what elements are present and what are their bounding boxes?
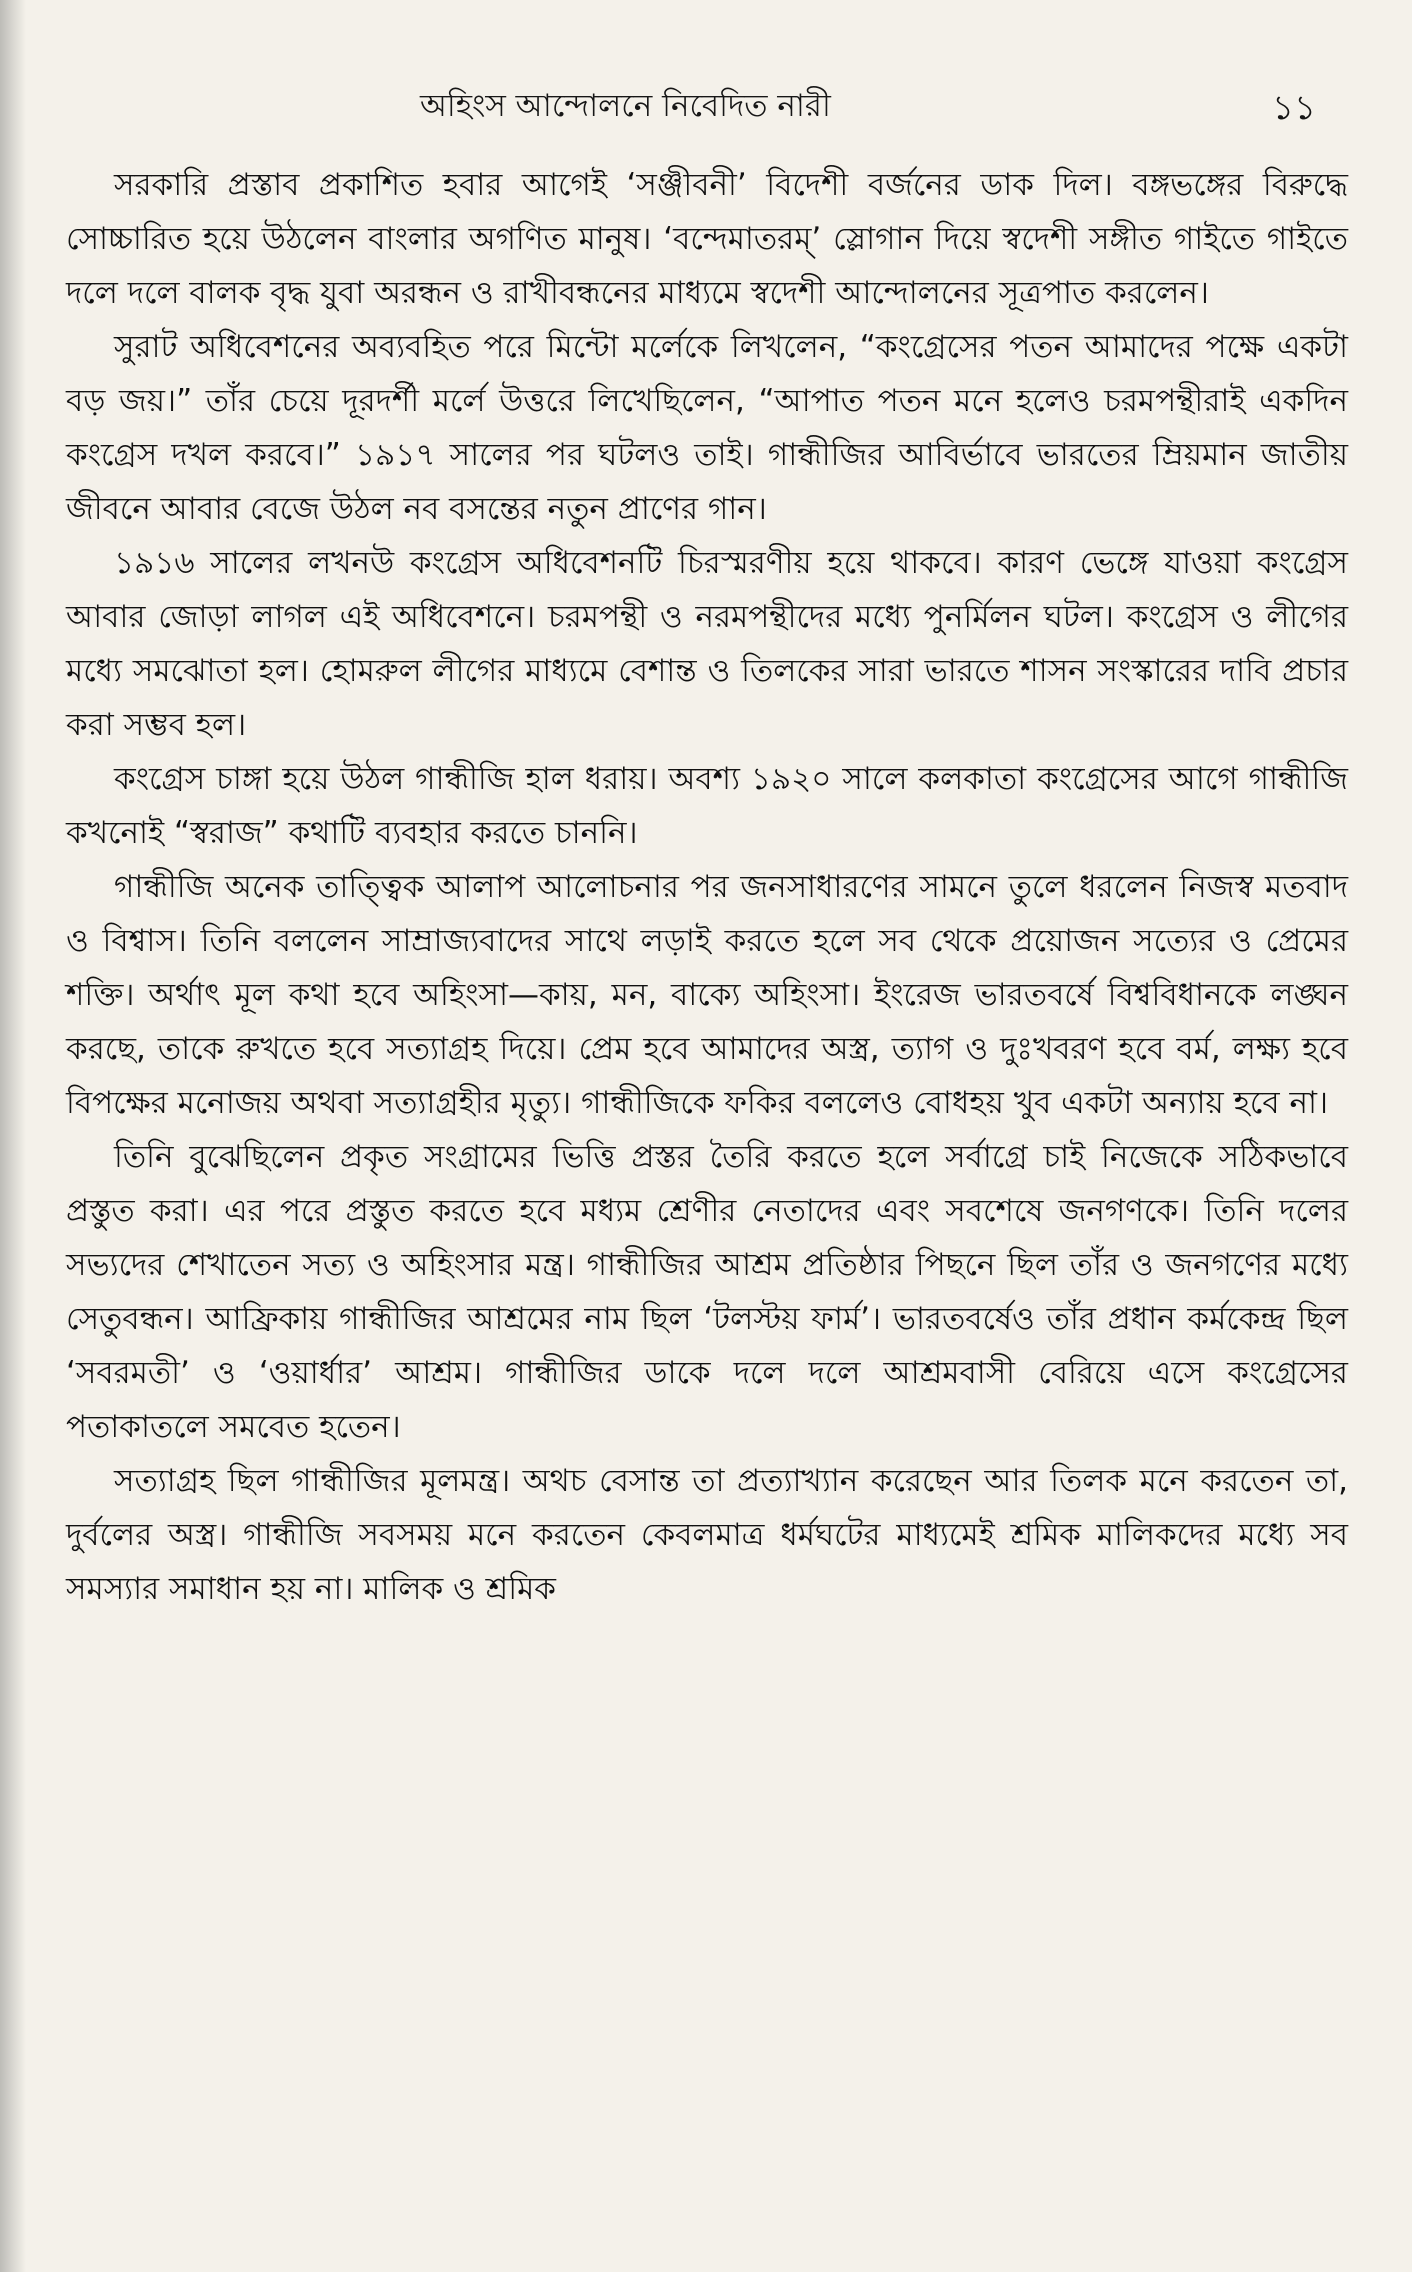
paragraph: সত্যাগ্রহ ছিল গান্ধীজির মূলমন্ত্র। অথচ বেসান্ত তা প্রত্যাখ্যান করেছেন আর তিলক মনে করতেন তা, দুর্বলের অস্ত্র। গান্ধীজি সবসময় মনে করতেন কেবলমাত্র ধর্মঘটের মাধ্যমেই শ্রমিক মালিকদের মধ্যে সব সমস্যার সমাধান হয় না। মালিক ও শ্রমিক — [66, 1463, 1348, 1607]
paragraph: সরকারি প্রস্তাব প্রকাশিত হবার আগেই ‘সঞ্জীবনী’ বিদেশী বর্জনের ডাক দিল। বঙ্গভঙ্গের বিরুদ্ধে সোচ্চারিত হয়ে উঠলেন বাংলার অগণিত মানুষ। ‘বন্দেমাতরম্’ স্লোগান দিয়ে স্বদেশী সঙ্গীত গাইতে গাইতে দলে দলে বালক বৃদ্ধ যুবা অরন্ধন ও রাখীবন্ধনের মাধ্যমে স্বদেশী আন্দোলনের সূত্রপাত করলেন। — [66, 167, 1348, 311]
paragraph: গান্ধীজি অনেক তাত্ত্বিক আলাপ আলোচনার পর জনসাধারণের সামনে তুলে ধরলেন নিজস্ব মতবাদ ও বিশ্বাস। তিনি বললেন সাম্রাজ্যবাদের সাথে লড়াই করতে হলে সব থেকে প্রয়োজন সত্যের ও প্রেমের শক্তি। অর্থাৎ মূল কথা হবে অহিংসা—কায়, মন, বাক্যে অহিংসা। ইংরেজ ভারতবর্ষে বিশ্ববিধানকে লঙ্ঘন করছে, তাকে রুখতে হবে সত্যাগ্রহ দিয়ে। প্রেম হবে আমাদের অস্ত্র, ত্যাগ ও দুঃখবরণ হবে বর্ম, লক্ষ্য হবে বিপক্ষের মনোজয় অথবা সত্যাগ্রহীর মৃত্যু। গান্ধীজিকে ফকির বললেও বোধহয় খুব একটা অন্যায় হবে না। — [66, 869, 1348, 1121]
page-number: ১১ — [1272, 88, 1317, 128]
body-text — [66, 158, 1348, 1616]
paragraph: তিনি বুঝেছিলেন প্রকৃত সংগ্রামের ভিত্তি প্রস্তর তৈরি করতে হলে সর্বাগ্রে চাই নিজেকে সঠিকভাবে প্রস্তুত করা। এর পরে প্রস্তুত করতে হবে মধ্যম শ্রেণীর নেতাদের এবং সবশেষে জনগণকে। তিনি দলের সভ্যদের শেখাতেন সত্য ও অহিংসার মন্ত্র। গান্ধীজির আশ্রম প্রতিষ্ঠার পিছনে ছিল তাঁর ও জনগণের মধ্যে সেতুবন্ধন। আফ্রিকায় গান্ধীজির আশ্রমের নাম ছিল ‘টলস্টয় ফার্ম’। ভারতবর্ষেও তাঁর প্রধান কর্মকেন্দ্র ছিল ‘সবরমতী’ ও ‘ওয়ার্ধার’ আশ্রম। গান্ধীজির ডাকে দলে দলে আশ্রমবাসী বেরিয়ে এসে কংগ্রেসের পতাকাতলে সমবেত হতেন। — [66, 1139, 1348, 1445]
paragraph: কংগ্রেস চাঙ্গা হয়ে উঠল গান্ধীজি হাল ধরায়। অবশ্য ১৯২০ সালে কলকাতা কংগ্রেসের আগে গান্ধীজি কখনোই “স্বরাজ” কথাটি ব্যবহার করতে চাননি। — [66, 761, 1348, 851]
running-header — [0, 72, 1412, 132]
paragraph: সুরাট অধিবেশনের অব্যবহিত পরে মিন্টো মর্লেকে লিখলেন, “কংগ্রেসের পতন আমাদের পক্ষে একটা বড় জয়।” তাঁর চেয়ে দূরদর্শী মর্লে উত্তরে লিখেছিলেন, “আপাত পতন মনে হলেও চরমপন্থীরাই একদিন কংগ্রেস দখল করবে।” ১৯১৭ সালের পর ঘটলও তাই। গান্ধীজির আবির্ভাবে ভারতের ম্রিয়মান জাতীয় জীবনে আবার বেজে উঠল নব বসন্তের নতুন প্রাণের গান। — [66, 329, 1348, 527]
chapter-title: অহিংস আন্দোলনে নিবেদিত নারী — [420, 88, 831, 124]
binding-shadow — [0, 0, 26, 2272]
paragraph: ১৯১৬ সালের লখনউ কংগ্রেস অধিবেশনটি চিরস্মরণীয় হয়ে থাকবে। কারণ ভেঙ্গে যাওয়া কংগ্রেস আবার জোড়া লাগল এই অধিবেশনে। চরমপন্থী ও নরমপন্থীদের মধ্যে পুনর্মিলন ঘটল। কংগ্রেস ও লীগের মধ্যে সমঝোতা হল। হোমরুল লীগের মাধ্যমে বেশান্ত ও তিলকের সারা ভারতে শাসন সংস্কারের দাবি প্রচার করা সম্ভব হল। — [66, 545, 1348, 743]
